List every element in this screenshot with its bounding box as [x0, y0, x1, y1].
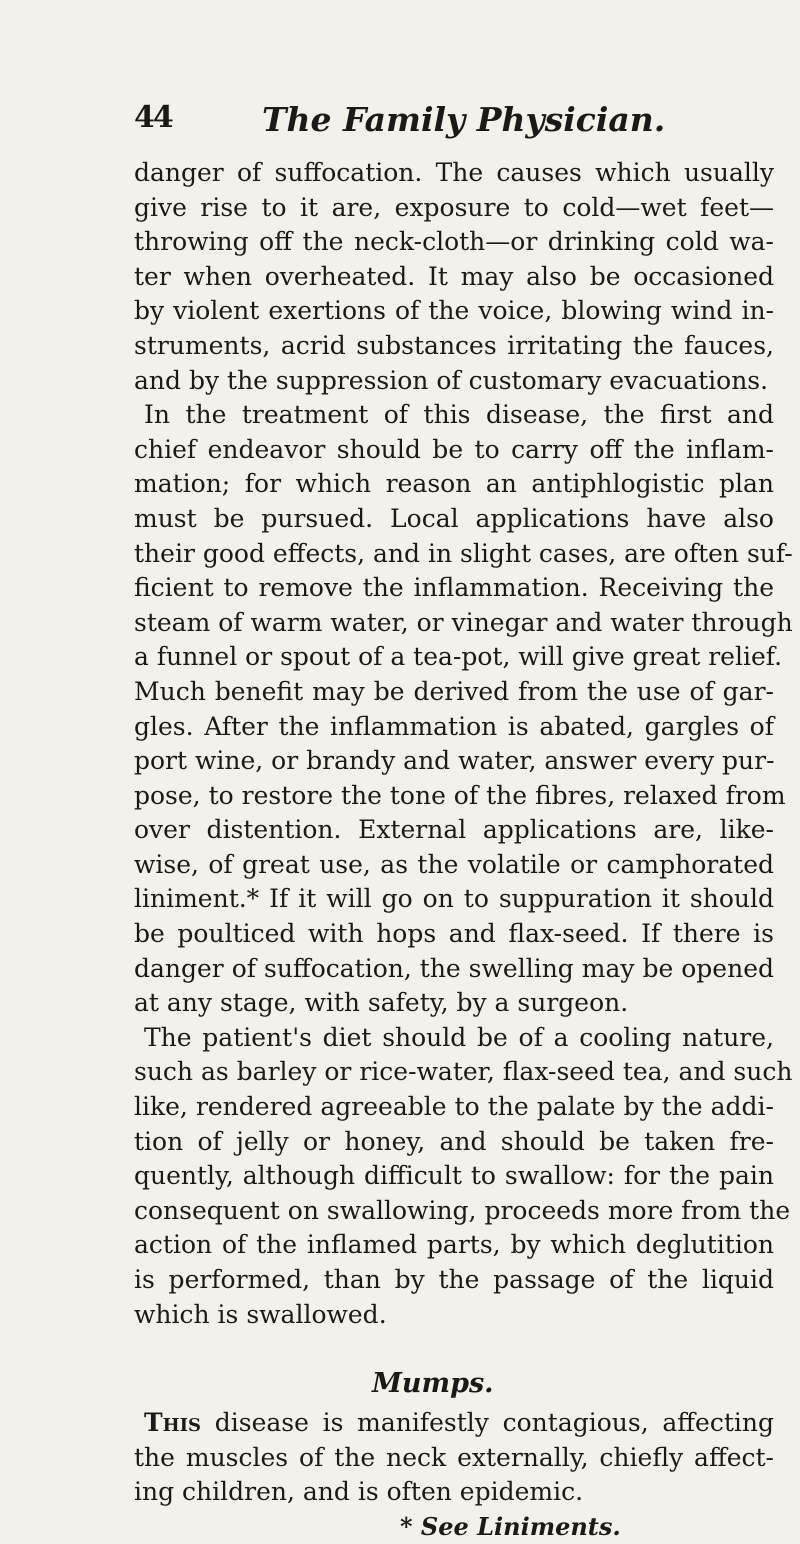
text-line: is performed, than by the passage of the liquid [134, 1265, 774, 1294]
text-line: throwing off the neck-cloth—or drinking cold wa- [134, 227, 774, 257]
text-line [134, 1406, 774, 1441]
text-line: by violent exertions of the voice, blowing wind in- [134, 296, 774, 326]
running-head: The Family Physician. [262, 100, 666, 139]
section-line-rest: disease is manifestly contagious, affecting [201, 1408, 774, 1438]
text-line: consequent on swallowing, proceeds more from the [134, 1195, 791, 1225]
footnote: * See Liniments. [400, 1511, 621, 1541]
text-line: quently, although difficult to swallow: for the pain [134, 1161, 774, 1191]
text-line: wise, of great use, as the volatile or camphorated [134, 849, 774, 879]
text-line: mation; for which reason an antiphlogistic plan [134, 469, 774, 499]
text-line: ter when overheated. It may also be occasioned [134, 261, 774, 291]
text-line: action of the inflamed parts, by which deglutition [134, 1230, 774, 1260]
page-header [0, 100, 800, 150]
text-line: over distention. External applications are, like- [134, 815, 774, 845]
text-line: tion of jelly or honey, and should be taken fre- [134, 1126, 774, 1156]
text-line: danger of suffocation. The causes which usually [134, 158, 774, 187]
text-line: steam of warm water, or vinegar and water through [134, 607, 793, 637]
text-line: must be pursued. Local applications have also [134, 503, 774, 533]
text-line: the muscles of the neck externally, chiefly affect- [134, 1442, 774, 1472]
text-line: struments, acrid substances irritating the fauces, [134, 330, 774, 360]
section-first-word: This [144, 1408, 202, 1438]
text-line: which is swallowed. [134, 1299, 387, 1329]
section-heading: Mumps. [372, 1368, 494, 1400]
text-line: and by the suppression of customary evacuations. [134, 365, 769, 395]
text-line: Much benefit may be derived from the use of gar- [134, 676, 774, 706]
text-line: be poulticed with hops and flax-seed. If there is [134, 919, 774, 949]
text-line: at any stage, with safety, by a surgeon. [134, 988, 629, 1018]
text-line: The patient's diet should be of a cooling nature, [144, 1022, 774, 1052]
text-line: give rise to it are, exposure to cold—wet feet— [134, 192, 774, 222]
text-line: pose, to restore the tone of the fibres, relaxed from [134, 780, 786, 810]
text-line: danger of suffocation, the swelling may be opened [134, 953, 774, 983]
text-line: port wine, or brandy and water, answer every pur- [134, 746, 775, 776]
body-text [134, 156, 793, 1544]
text-line: liniment.* If it will go on to suppuration it should [134, 884, 774, 914]
text-line: chief endeavor should be to carry off the inflam- [134, 434, 774, 464]
text-line: their good effects, and in slight cases, are often suf- [134, 538, 793, 568]
text-line: ing children, and is often epidemic. [134, 1477, 584, 1507]
page-number: 44 [134, 100, 172, 135]
text-line: ficient to remove the inflammation. Receiving the [134, 573, 774, 603]
text-line: such as barley or rice-water, flax-seed tea, and such [134, 1057, 793, 1087]
text-line: like, rendered agreeable to the palate by the addi- [134, 1092, 774, 1122]
text-line: In the treatment of this disease, the first and [144, 400, 774, 430]
text-line: a funnel or spout of a tea-pot, will give great relief. [134, 642, 783, 672]
text-line: gles. After the inflammation is abated, gargles of [134, 711, 774, 741]
